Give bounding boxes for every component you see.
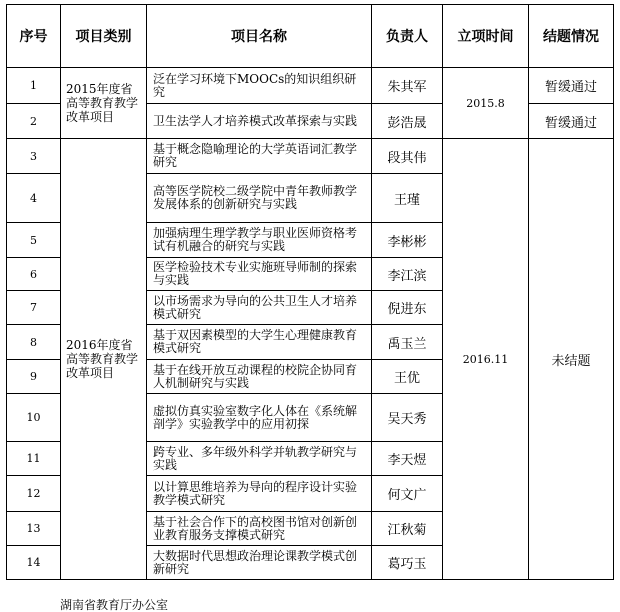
project-name: 卫生法学人才培养模式改革探索与实践 — [147, 104, 372, 139]
project-name: 跨专业、多年级外科学并轨教学研究与实践 — [147, 442, 372, 476]
table-row — [7, 139, 614, 174]
footer-note: 湖南省教育厅办公室 — [60, 598, 169, 612]
row-number: 4 — [7, 174, 61, 223]
header-status: 结题情况 — [529, 5, 614, 68]
table-row — [7, 68, 614, 104]
project-name: 高等医学院校二级学院中青年教师教学发展体系的创新研究与实践 — [147, 174, 372, 223]
project-name: 以市场需求为导向的公共卫生人才培养模式研究 — [147, 291, 372, 325]
row-number: 10 — [7, 394, 61, 442]
header-category: 项目类别 — [61, 5, 147, 68]
project-leader: 李天煜 — [372, 442, 443, 476]
project-leader: 吴天秀 — [372, 394, 443, 442]
project-name: 基于社会合作下的高校图书馆对创新创业教育服务支撑模式研究 — [147, 512, 372, 546]
header-date: 立项时间 — [443, 5, 529, 68]
row-number: 9 — [7, 360, 61, 394]
row-number: 7 — [7, 291, 61, 325]
projects-table — [6, 4, 614, 580]
project-leader: 段其伟 — [372, 139, 443, 174]
project-leader: 彭浩晟 — [372, 104, 443, 139]
row-number: 2 — [7, 104, 61, 139]
project-leader: 王瑾 — [372, 174, 443, 223]
header-no: 序号 — [7, 5, 61, 68]
project-category: 2015年度省高等教育教学改革项目 — [61, 68, 147, 139]
row-number: 3 — [7, 139, 61, 174]
project-name: 虚拟仿真实验室数字化人体在《系统解剖学》实验教学中的应用初探 — [147, 394, 372, 442]
project-name: 基于双因素模型的大学生心理健康教育模式研究 — [147, 325, 372, 360]
project-leader: 江秋菊 — [372, 512, 443, 546]
row-number: 5 — [7, 223, 61, 258]
project-name: 大数据时代思想政治理论课教学模式创新研究 — [147, 546, 372, 580]
header-name: 项目名称 — [147, 5, 372, 68]
project-name: 加强病理生理学教学与职业医师资格考试有机融合的研究与实践 — [147, 223, 372, 258]
project-name: 以计算思维培养为导向的程序设计实验教学模式研究 — [147, 476, 372, 512]
project-leader: 朱其军 — [372, 68, 443, 104]
header-leader: 负责人 — [372, 5, 443, 68]
completion-status: 未结题 — [529, 139, 614, 580]
row-number: 14 — [7, 546, 61, 580]
project-leader: 何文广 — [372, 476, 443, 512]
project-leader: 葛巧玉 — [372, 546, 443, 580]
project-leader: 倪进东 — [372, 291, 443, 325]
row-number: 13 — [7, 512, 61, 546]
row-number: 1 — [7, 68, 61, 104]
approval-date: 2016.11 — [443, 139, 529, 580]
row-number: 12 — [7, 476, 61, 512]
header-row — [7, 5, 614, 68]
completion-status: 暂缓通过 — [529, 104, 614, 139]
project-name: 泛在学习环境下MOOCs的知识组织研究 — [147, 68, 372, 104]
approval-date: 2015.8 — [443, 68, 529, 139]
project-name: 医学检验技术专业实施班导师制的探索与实践 — [147, 258, 372, 291]
row-number: 8 — [7, 325, 61, 360]
row-number: 11 — [7, 442, 61, 476]
row-number: 6 — [7, 258, 61, 291]
project-leader: 禹玉兰 — [372, 325, 443, 360]
project-leader: 李江滨 — [372, 258, 443, 291]
project-name: 基于在线开放互动课程的校院企协同育人机制研究与实践 — [147, 360, 372, 394]
project-name: 基于概念隐喻理论的大学英语词汇教学研究 — [147, 139, 372, 174]
completion-status: 暂缓通过 — [529, 68, 614, 104]
project-leader: 李彬彬 — [372, 223, 443, 258]
project-category: 2016年度省高等教育教学改革项目 — [61, 139, 147, 580]
project-leader: 王优 — [372, 360, 443, 394]
